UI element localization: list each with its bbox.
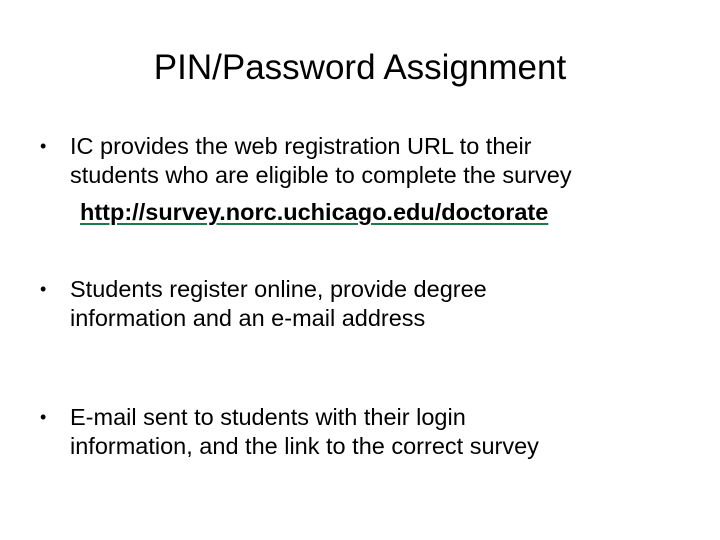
bullet-text-line: information, and the link to the correct survey (70, 433, 539, 459)
bullet-icon: • (40, 136, 47, 156)
registration-url-link[interactable]: http://survey.norc.uchicago.edu/doctorate (80, 199, 549, 225)
bullet-text-line: IC provides the web registration URL to their (70, 133, 532, 159)
bullet-icon: • (40, 407, 47, 427)
bullet-text-line: information and an e-mail address (70, 305, 426, 331)
bullet-item (40, 275, 700, 333)
bullet-item (40, 132, 700, 227)
bullet-text-line: students who are eligible to complete the survey (70, 162, 572, 188)
bullet-item (40, 403, 700, 461)
bullet-text-line: E-mail sent to students with their login (70, 404, 466, 430)
bullet-text-line: Students register online, provide degree (70, 276, 487, 302)
bullet-list (40, 132, 700, 461)
slide-title: PIN/Password Assignment (153, 48, 567, 87)
bullet-icon: • (40, 279, 47, 299)
